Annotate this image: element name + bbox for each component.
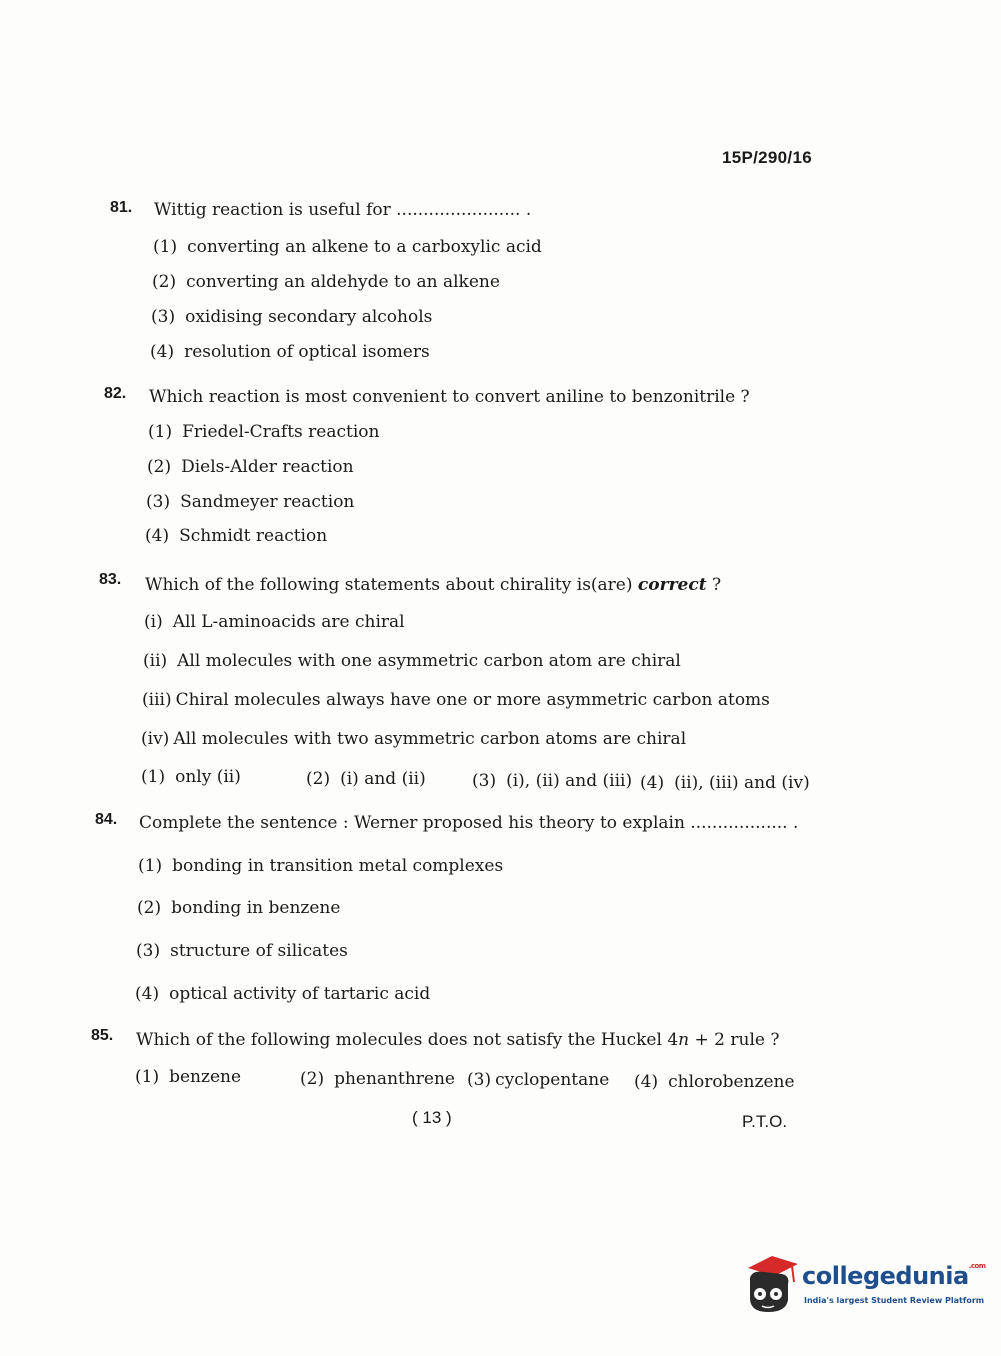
pto-label: P.T.O.: [742, 1112, 788, 1131]
logo-wordmark: [802, 1262, 986, 1290]
statement: [142, 689, 770, 711]
option: [634, 1071, 795, 1093]
option-text: bonding in benzene: [171, 898, 341, 918]
option: [153, 236, 542, 258]
statement-text: All molecules with two asymmetric carbon atoms are chiral: [173, 729, 687, 749]
statement: [143, 650, 681, 672]
option: [145, 525, 327, 547]
option-text: bonding in transition metal complexes: [172, 856, 504, 876]
option-text: (ii), (iii) and (iv): [674, 773, 810, 793]
option: [152, 271, 500, 293]
option-number: (3): [136, 941, 161, 961]
option-text: Sandmeyer reaction: [180, 492, 355, 512]
option-text: phenanthrene: [334, 1069, 455, 1089]
option-number: (1): [135, 1067, 160, 1087]
option: [135, 983, 430, 1005]
option-text: cyclopentane: [495, 1070, 610, 1090]
option-text: chlorobenzene: [668, 1072, 795, 1092]
statement-text: All L-aminoacids are chiral: [172, 612, 405, 632]
option-text: Friedel-Crafts reaction: [182, 422, 380, 442]
option-number: (2): [300, 1069, 325, 1089]
statement: [141, 728, 686, 750]
option-text: optical activity of tartaric acid: [169, 984, 431, 1004]
option-number: (3): [146, 492, 171, 512]
option-number: (2): [306, 769, 331, 789]
option-number: (3): [467, 1070, 492, 1090]
option-text: oxidising secondary alcohols: [185, 307, 433, 327]
statement-number: (iii): [142, 690, 172, 710]
option-number: (4): [145, 526, 170, 546]
option-number: (1): [153, 237, 178, 257]
option: [148, 421, 379, 443]
option: [472, 770, 632, 792]
option-text: Diels-Alder reaction: [181, 457, 354, 477]
option-text: converting an aldehyde to an alkene: [186, 272, 500, 292]
question-stem-text: Which of the following molecules does not satisfy the Huckel 4: [136, 1030, 679, 1050]
option: [640, 772, 810, 794]
option-text: resolution of optical isomers: [184, 342, 430, 362]
option: [306, 768, 426, 790]
option-number: (3): [151, 307, 176, 327]
option-number: (2): [137, 898, 162, 918]
option-text: (i) and (ii): [340, 769, 426, 789]
question-stem: Complete the sentence : Werner proposed his theory to explain .................. .: [139, 813, 799, 833]
option-text: benzene: [169, 1067, 242, 1087]
question-stem-emphasis: correct: [637, 575, 707, 595]
paper-code: 15P/290/16: [722, 148, 812, 167]
option: [151, 306, 432, 328]
option-number: (3): [472, 771, 497, 791]
option-number: (1): [141, 767, 166, 787]
option: [141, 766, 241, 788]
option: [147, 456, 354, 478]
question-number: 82.: [104, 385, 127, 402]
option-number: (2): [152, 272, 177, 292]
statement-number: (iv): [141, 729, 170, 749]
option-number: (4): [135, 984, 160, 1004]
option: [150, 341, 430, 363]
option: [146, 491, 354, 513]
question-stem: Wittig reaction is useful for ....................... .: [154, 200, 532, 220]
question-stem: Which reaction is most convenient to convert aniline to benzonitrile ?: [149, 387, 750, 407]
page-number: ( 13 ): [412, 1108, 452, 1127]
option-text: (i), (ii) and (iii): [506, 771, 633, 791]
statement-text: Chiral molecules always have one or more asymmetric carbon atoms: [175, 690, 770, 710]
mascot-icon: [742, 1250, 802, 1314]
logo-suffix: .com: [968, 1262, 986, 1270]
option-text: structure of silicates: [170, 941, 348, 961]
question-stem-end: + 2 rule ?: [689, 1030, 780, 1050]
option: [136, 940, 348, 962]
question-number: 85.: [91, 1027, 114, 1044]
statement-text: All molecules with one asymmetric carbon atom are chiral: [177, 651, 681, 671]
option: [300, 1068, 455, 1090]
option: [135, 1066, 241, 1088]
statement-number: (i): [144, 612, 163, 632]
question-stem-text: Which of the following statements about chirality is(are): [145, 575, 638, 595]
option: [137, 897, 340, 919]
option-text: converting an alkene to a carboxylic acid: [187, 237, 542, 257]
option-number: (2): [147, 457, 172, 477]
collegedunia-logo: [742, 1250, 986, 1320]
option-number: (1): [138, 856, 163, 876]
option: [138, 855, 503, 877]
option-text: Schmidt reaction: [179, 526, 328, 546]
question-stem: [136, 1029, 779, 1051]
option: [467, 1069, 609, 1091]
statement-number: (ii): [143, 651, 168, 671]
question-stem-variable: n: [678, 1030, 690, 1050]
question-stem-end: ?: [706, 575, 722, 595]
logo-tagline: India's largest Student Review Platform: [804, 1296, 985, 1305]
question-number: 83.: [99, 571, 122, 588]
option-number: (4): [150, 342, 175, 362]
question-number: 81.: [110, 199, 133, 216]
question-number: 84.: [95, 811, 118, 828]
statement: [144, 611, 405, 633]
option-number: (1): [148, 422, 173, 442]
logo-name: collegedunia: [802, 1262, 969, 1290]
option-number: (4): [634, 1072, 659, 1092]
question-stem: [145, 574, 721, 596]
option-number: (4): [640, 773, 665, 793]
option-text: only (ii): [175, 767, 241, 787]
